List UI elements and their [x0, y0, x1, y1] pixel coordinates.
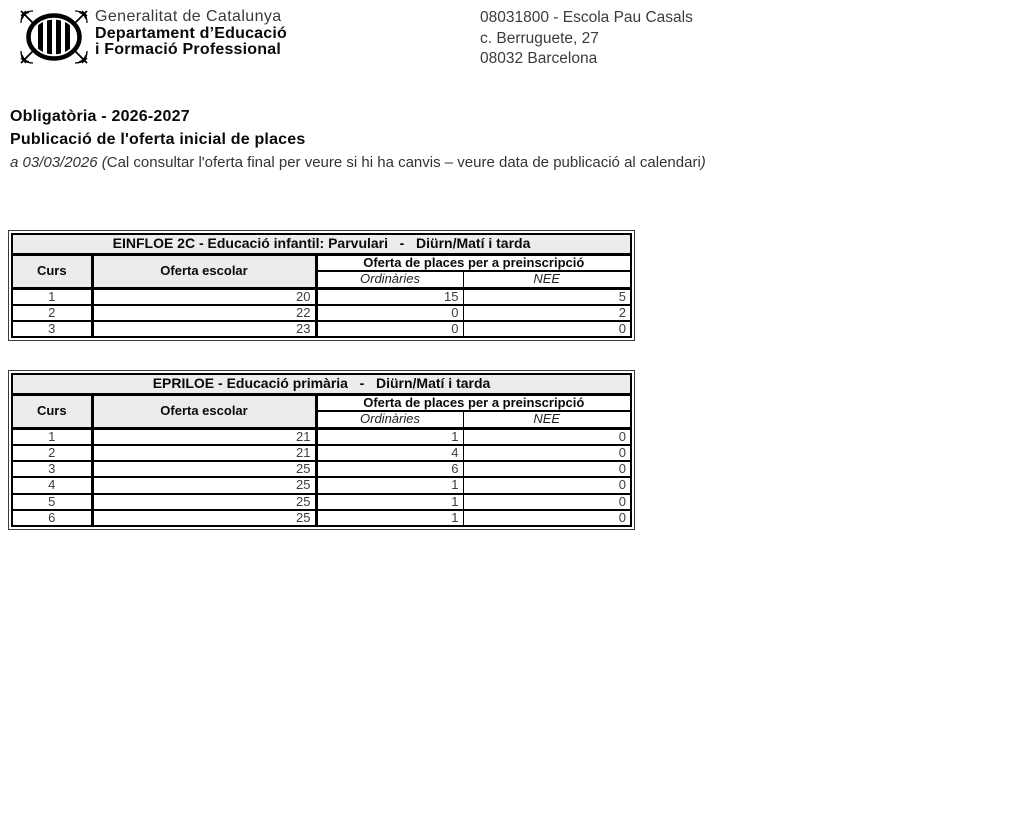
col-header-oferta-escolar: Oferta escolar	[92, 395, 316, 429]
table-title: EINFLOE 2C - Educació infantil: Parvulari - Diürn/Matí i tarda	[12, 234, 631, 255]
table-eprlioe	[11, 373, 632, 527]
table-title: EPRILOE - Educació primària - Diürn/Matí i tarda	[12, 374, 631, 395]
school-address-block	[480, 8, 693, 70]
table-row	[12, 477, 631, 493]
col-header-curs: Curs	[12, 395, 92, 429]
table-row	[12, 305, 631, 321]
col-header-oferta-escolar: Oferta escolar	[92, 255, 316, 289]
table-row	[12, 494, 631, 510]
cell-nee: 0	[463, 428, 631, 445]
cell-ordinaries: 15	[316, 288, 463, 305]
cell-oferta-escolar: 23	[92, 321, 316, 337]
school-city: 08032 Barcelona	[480, 50, 598, 67]
cell-curs: 2	[12, 445, 92, 461]
cell-curs: 5	[12, 494, 92, 510]
cell-oferta-escolar: 25	[92, 461, 316, 477]
col-header-group: Oferta de places per a preinscripció	[316, 255, 631, 272]
cell-oferta-escolar: 25	[92, 477, 316, 493]
table-row	[12, 510, 631, 526]
cell-curs: 4	[12, 477, 92, 493]
cell-nee: 0	[463, 477, 631, 493]
note-text: Cal consultar l'oferta final per veure si hi ha canvis – veure data de publicació al calendari	[106, 154, 701, 171]
org-department-line2: i Formació Professional	[95, 41, 281, 58]
cell-nee: 0	[463, 494, 631, 510]
cell-oferta-escolar: 21	[92, 428, 316, 445]
publication-title: Publicació de l'oferta inicial de places	[10, 130, 306, 148]
cell-oferta-escolar: 22	[92, 305, 316, 321]
table-einfloe-wrapper	[8, 230, 635, 341]
col-header-ordinaries: Ordinàries	[316, 271, 463, 288]
cell-oferta-escolar: 20	[92, 288, 316, 305]
school-street: c. Berruguete, 27	[480, 29, 599, 47]
table-row	[12, 445, 631, 461]
col-header-ordinaries: Ordinàries	[316, 411, 463, 428]
col-header-group: Oferta de places per a preinscripció	[316, 395, 631, 412]
table-row	[12, 428, 631, 445]
cell-nee: 5	[463, 288, 631, 305]
program-title: Obligatòria - 2026-2027	[10, 108, 190, 125]
cell-ordinaries: 1	[316, 477, 463, 493]
cell-curs: 6	[12, 510, 92, 526]
cell-nee: 0	[463, 321, 631, 337]
cell-curs: 1	[12, 288, 92, 305]
org-name-block	[95, 9, 287, 59]
cell-nee: 0	[463, 461, 631, 477]
cell-ordinaries: 6	[316, 461, 463, 477]
cell-oferta-escolar: 25	[92, 510, 316, 526]
publication-note	[10, 152, 706, 173]
cell-ordinaries: 1	[316, 428, 463, 445]
cell-nee: 0	[463, 445, 631, 461]
cell-oferta-escolar: 25	[92, 494, 316, 510]
cell-curs: 1	[12, 428, 92, 445]
cell-ordinaries: 4	[316, 445, 463, 461]
cell-oferta-escolar: 21	[92, 445, 316, 461]
cell-ordinaries: 1	[316, 494, 463, 510]
cell-ordinaries: 0	[316, 305, 463, 321]
table-einfloe	[11, 233, 632, 338]
cell-nee: 2	[463, 305, 631, 321]
note-close-paren: )	[700, 154, 706, 171]
title-block	[10, 106, 706, 173]
cell-ordinaries: 0	[316, 321, 463, 337]
cell-curs: 3	[12, 461, 92, 477]
cell-curs: 2	[12, 305, 92, 321]
table-row	[12, 321, 631, 337]
table-eprlioe-wrapper	[8, 370, 635, 530]
cell-ordinaries: 1	[316, 510, 463, 526]
cell-nee: 0	[463, 510, 631, 526]
org-department-line: Departament d’Educació	[95, 24, 288, 42]
cell-curs: 3	[12, 321, 92, 337]
table-row	[12, 288, 631, 305]
col-header-nee: NEE	[463, 411, 631, 428]
col-header-curs: Curs	[12, 255, 92, 289]
generalitat-logo-icon	[20, 10, 88, 64]
note-date: a 03/03/2026 (	[10, 154, 107, 171]
table-row	[12, 461, 631, 477]
school-code-name: 08031800 - Escola Pau Casals	[480, 9, 693, 26]
col-header-nee: NEE	[463, 271, 631, 288]
org-name-line: Generalitat de Catalunya	[95, 8, 282, 25]
